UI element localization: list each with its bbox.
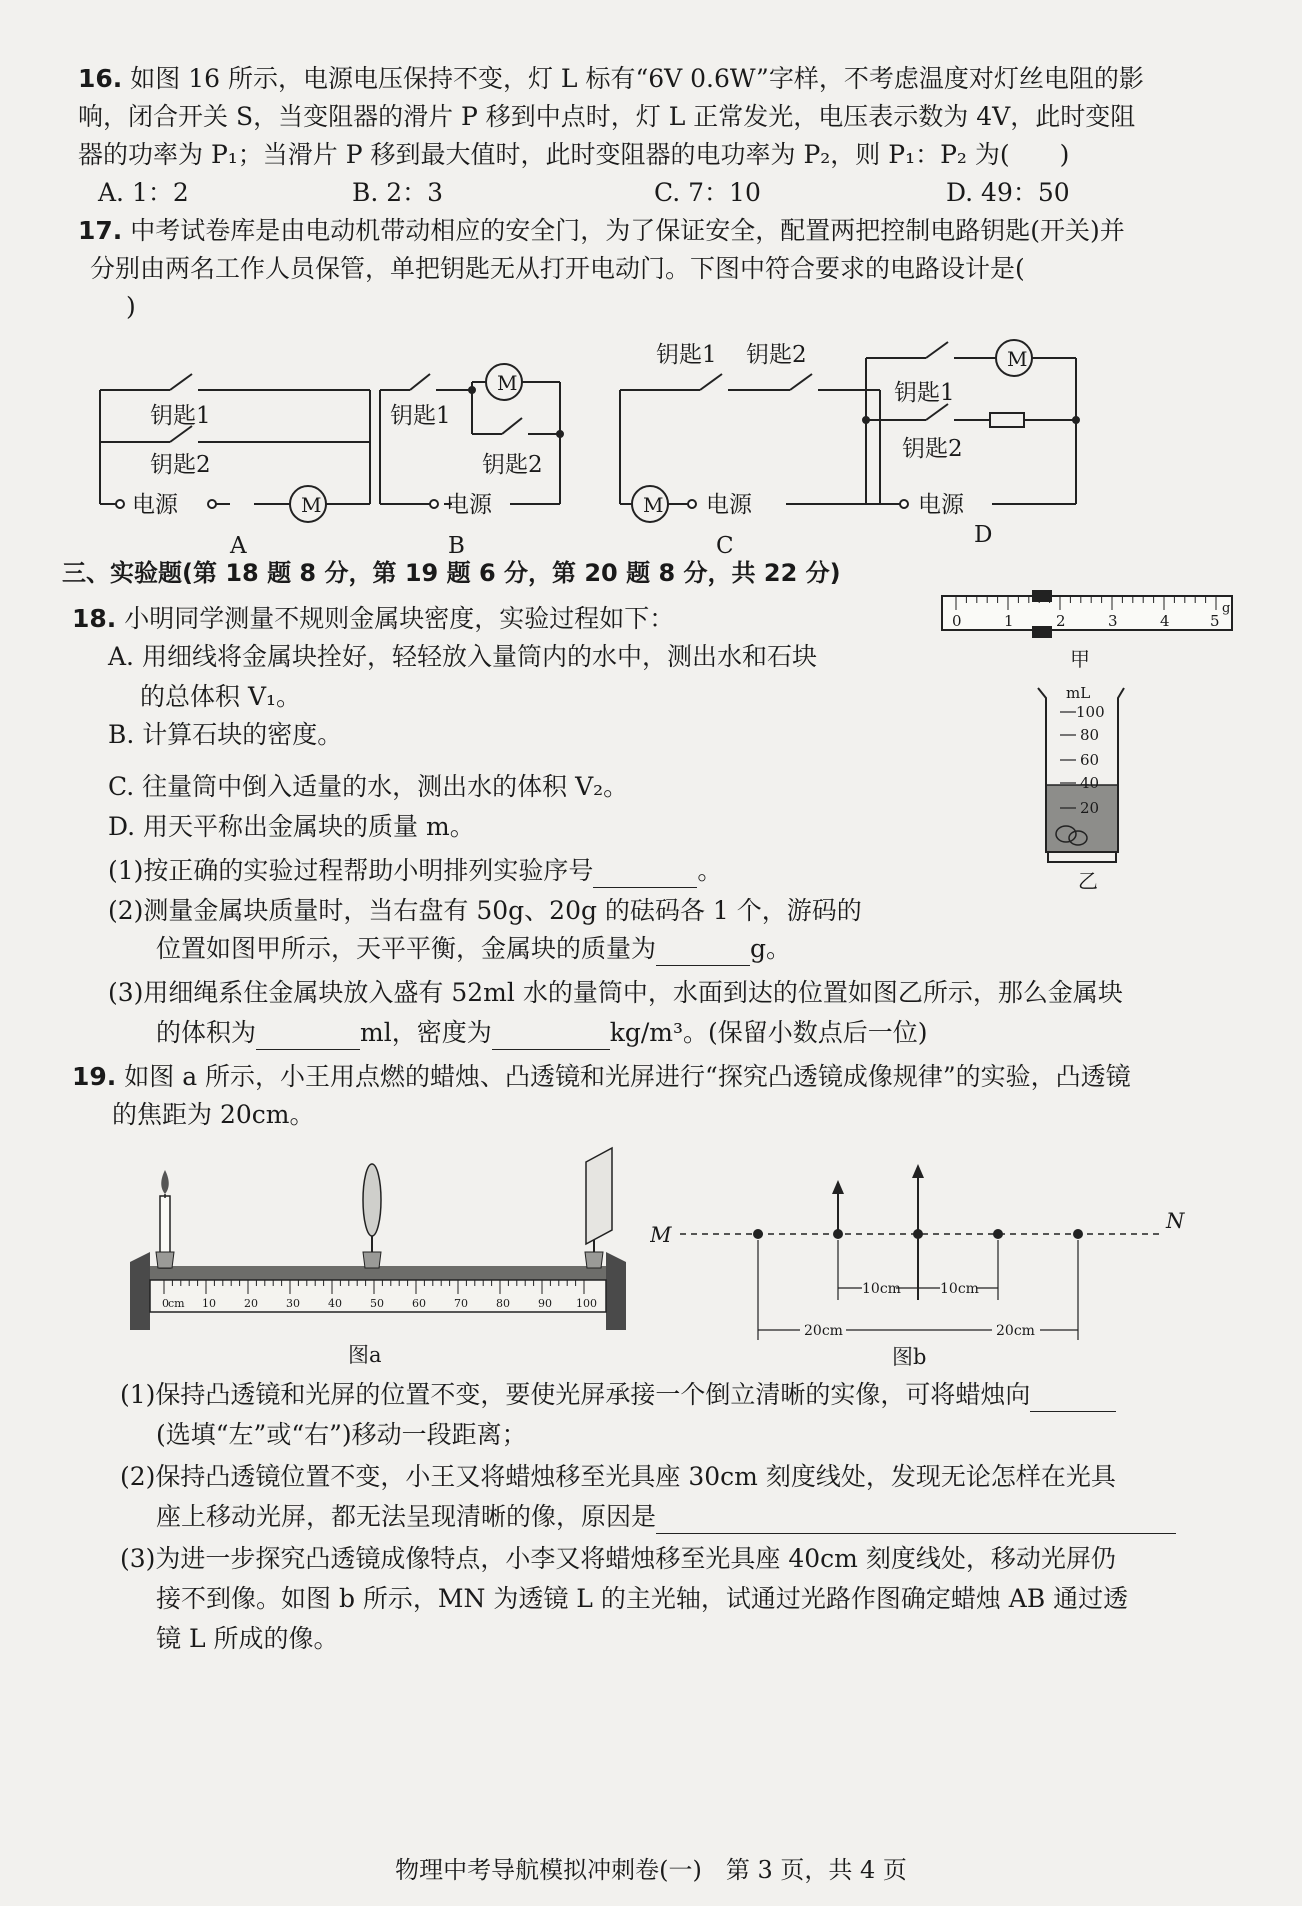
ruler-tick-3: 3 [1108, 612, 1118, 630]
q18-intro: 18. 小明同学测量不规则金属块密度，实验过程如下： [72, 604, 675, 633]
q16-line3: 器的功率为 P₁；当滑片 P 移到最大值时，此时变阻器的电功率为 P₂，则 P₁：P₂ 为( ) [78, 140, 1070, 169]
q18-number: 18. [72, 604, 117, 633]
circuit-c-key1: 钥匙1 [656, 342, 717, 368]
object-arrowhead-icon [832, 1180, 844, 1194]
q17-line3: ) [126, 292, 136, 321]
rider-top [1032, 590, 1052, 602]
convex-lens-icon [363, 1164, 381, 1268]
candle-icon [156, 1170, 174, 1268]
bench-unit: cm [168, 1297, 185, 1310]
cylinder-unit: mL [1066, 684, 1091, 702]
figure-a-caption: 图a [348, 1343, 382, 1367]
cylinder-mark-60: 60 [1080, 751, 1100, 769]
circuit-c [620, 374, 880, 504]
q17-circuit-figures [80, 330, 1260, 560]
rider-bottom [1032, 626, 1052, 638]
optical-bench-figure [120, 1140, 640, 1370]
circuit-c-label: C [716, 533, 734, 559]
ruler-tick-1: 1 [1004, 612, 1014, 630]
figure-b-caption: 图b [892, 1345, 927, 1369]
bench-mark-10: 10 [202, 1297, 216, 1310]
principal-axis-figure [650, 1160, 1190, 1370]
dim-20cm-right: 20cm [996, 1323, 1035, 1339]
axis-m-label: M [650, 1223, 672, 1247]
circuit-a-power: 电源 [132, 492, 178, 518]
circuit-d [866, 342, 1076, 504]
q16-option-d: D. 49：50 [946, 178, 1070, 207]
q18-step-a-cont: 的总体积 V₁。 [140, 682, 302, 711]
q18-density-blank[interactable] [492, 1023, 610, 1050]
q18-sub1: (1)按正确的实验过程帮助小明排列实验序号 。 [108, 854, 722, 888]
focus-point-right-f [993, 1229, 1003, 1239]
q16-option-a: A. 1：2 [98, 178, 189, 207]
bench-mark-0: 0 [162, 1297, 169, 1310]
page-footer: 物理中考导航模拟冲刺卷(一) 第 3 页，共 4 页 [395, 1856, 907, 1884]
section-3-heading: 三、实验题(第 18 题 8 分，第 19 题 6 分，第 20 题 8 分，共 22 分) [62, 559, 841, 587]
circuit-d-label: D [974, 522, 993, 548]
q16-number: 16. [78, 64, 123, 93]
circuit-b [364, 374, 560, 504]
ruler-tick-0: 0 [952, 612, 962, 630]
circuit-c-power: 电源 [706, 492, 752, 518]
q18-step-b: B. 计算石块的密度。 [108, 720, 343, 749]
q18-step-d: D. 用天平称出金属块的质量 m。 [108, 812, 475, 841]
dim-10cm-left: 10cm [862, 1281, 901, 1297]
q19-line1: 19. 如图 a 所示，小王用点燃的蜡烛、凸透镜和光屏进行“探究凸透镜成像规律”的实验，凸透镜 [72, 1062, 1131, 1091]
resistor-d-icon [990, 413, 1024, 427]
cylinder-mark-80: 80 [1080, 726, 1100, 744]
cylinder-mark-100: 100 [1076, 703, 1105, 721]
q16-line2: 响，闭合开关 S，当变阻器的滑片 P 移到中点时，灯 L 正常发光，电压表示数为 4V，此时变阻 [78, 102, 1136, 131]
q19-number: 19. [72, 1062, 117, 1091]
bench-mark-40: 40 [328, 1297, 342, 1310]
cylinder-mark-20: 20 [1080, 799, 1100, 817]
cylinder-mark-40: 40 [1080, 774, 1100, 792]
fig-yi-label: 乙 [1078, 869, 1098, 893]
q17-line2: 分别由两名工作人员保管，单把钥匙无从打开电动门。下图中符合要求的电路设计是( [90, 254, 1025, 283]
bench-mark-20: 20 [244, 1297, 258, 1310]
bench-mark-90: 90 [538, 1297, 552, 1310]
q19-direction-blank[interactable] [1030, 1385, 1116, 1412]
q17-number: 17. [78, 216, 123, 245]
focus-point-right-2f [1073, 1229, 1083, 1239]
bench-mark-70: 70 [454, 1297, 468, 1310]
circuit-d-key2: 钥匙2 [902, 436, 963, 462]
q16-option-b: B. 2：3 [352, 178, 444, 207]
circuit-a-motor-label: M [301, 493, 322, 517]
q19-sub3b: 接不到像。如图 b 所示，MN 为透镜 L 的主光轴，试通过光路作图确定蜡烛 AB 通过透 [156, 1584, 1129, 1613]
q18-step-a: A. 用细线将金属块拴好，轻轻放入量筒内的水中，测出水和石块 [108, 642, 817, 671]
q19-reason-blank[interactable] [656, 1507, 1176, 1534]
q18-sub2a: (2)测量金属块质量时，当右盘有 50g、20g 的砝码各 1 个，游码的 [108, 896, 862, 925]
q19-sub1a: (1)保持凸透镜和光屏的位置不变，要使光屏承接一个倒立清晰的实像，可将蜡烛向 [120, 1378, 1116, 1412]
bench-mark-60: 60 [412, 1297, 426, 1310]
focus-point-left-2f [753, 1229, 763, 1239]
bench-right-foot [606, 1252, 626, 1330]
q18-sub3b: 的体积为 ml，密度为 kg/m³。(保留小数点后一位) [156, 1016, 928, 1050]
ruler-tick-5: 5 [1210, 612, 1220, 630]
light-screen-icon [585, 1148, 612, 1268]
circuit-a-label: A [230, 533, 247, 559]
circuit-d-power: 电源 [918, 492, 964, 518]
q19-line2: 的焦距为 20cm。 [112, 1100, 315, 1129]
q16-option-c: C. 7：10 [654, 178, 761, 207]
circuit-a-key2: 钥匙2 [150, 452, 211, 478]
dim-20cm-left: 20cm [804, 1323, 843, 1339]
circuit-b-label: B [448, 533, 465, 559]
q18-mass-blank[interactable] [656, 939, 750, 966]
q18-order-blank[interactable] [593, 861, 697, 888]
q19-sub2b: 座上移动光屏，都无法呈现清晰的像，原因是 [156, 1500, 1176, 1534]
q18-sub3a: (3)用细绳系住金属块放入盛有 52ml 水的量筒中，水面到达的位置如图乙所示，那么金属块 [108, 978, 1123, 1007]
bench-left-foot [130, 1252, 150, 1330]
q19-sub1b: (选填“左”或“右”)移动一段距离； [156, 1420, 527, 1449]
ruler-tick-2: 2 [1056, 612, 1066, 630]
fig-jia-label: 甲 [1070, 647, 1090, 671]
circuit-c-key2: 钥匙2 [746, 342, 807, 368]
axis-n-label: N [1166, 1209, 1185, 1233]
cylinder-water [1047, 785, 1117, 851]
circuit-c-motor-label: M [643, 493, 664, 517]
bench-mark-50: 50 [370, 1297, 384, 1310]
q18-step-c: C. 往量筒中倒入适量的水，测出水的体积 V₂。 [108, 772, 629, 801]
bench-mark-80: 80 [496, 1297, 510, 1310]
q19-sub3a: (3)为进一步探究凸透镜成像特点，小李又将蜡烛移至光具座 40cm 刻度线处，移动光屏仍 [120, 1544, 1116, 1573]
circuit-b-motor-label: M [497, 371, 518, 395]
measuring-cylinder [1020, 676, 1170, 906]
circuit-a-key1: 钥匙1 [150, 403, 211, 429]
ruler-tick-4: 4 [1160, 612, 1170, 630]
q19-sub2a: (2)保持凸透镜位置不变，小王又将蜡烛移至光具座 30cm 刻度线处，发现无论怎样在光具 [120, 1462, 1116, 1491]
ruler-unit: g [1222, 601, 1231, 616]
q18-sub2b: 位置如图甲所示，天平平衡，金属块的质量为 g。 [156, 932, 791, 966]
circuit-b-key2: 钥匙2 [482, 452, 543, 478]
circuit-a [100, 374, 370, 504]
circuit-d-key1: 钥匙1 [894, 380, 955, 406]
dim-10cm-right: 10cm [940, 1281, 979, 1297]
q18-volume-blank[interactable] [256, 1023, 360, 1050]
q19-sub3c: 镜 L 所成的像。 [156, 1624, 339, 1653]
circuit-d-motor-label: M [1007, 347, 1028, 371]
q16-line1: 16. 如图 16 所示，电源电压保持不变，灯 L 标有“6V 0.6W”字样，不考虑温度对灯丝电阻的影 [78, 64, 1144, 93]
lens-top-arrow-icon [912, 1164, 924, 1178]
circuit-b-key1: 钥匙1 [390, 403, 451, 429]
circuit-b-power: 电源 [446, 492, 492, 518]
bench-mark-30: 30 [286, 1297, 300, 1310]
balance-rider-ruler [940, 590, 1240, 676]
q17-line1: 17. 中考试卷库是由电动机带动相应的安全门，为了保证安全，配置两把控制电路钥匙(开关)并 [78, 216, 1125, 245]
bench-mark-100: 100 [576, 1297, 597, 1310]
